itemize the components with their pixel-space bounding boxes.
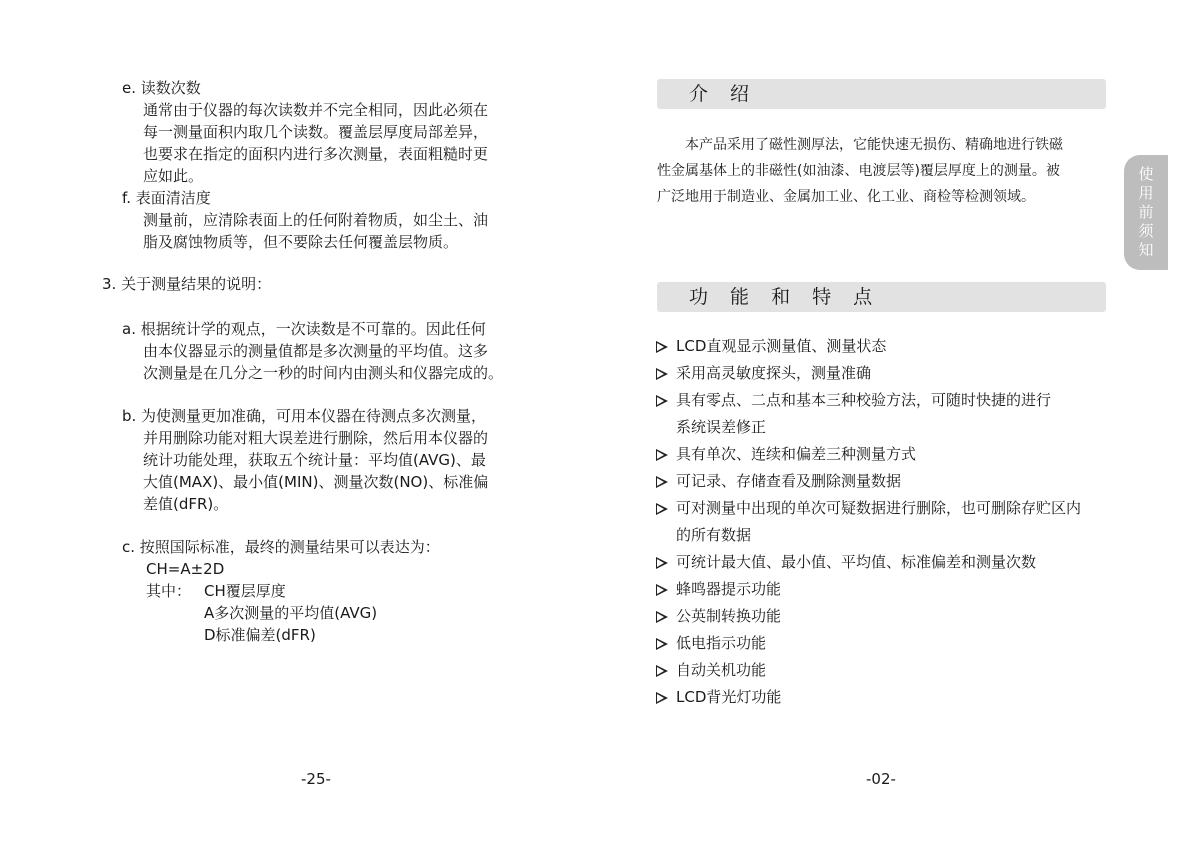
item-e-line: 通常由于仪器的每次读数并不完全相同，因此必须在	[143, 101, 489, 119]
arrow-bullet-icon	[656, 638, 668, 650]
item-e-line: 也要求在指定的面积内进行多次测量，表面粗糙时更	[143, 145, 489, 163]
feature-item	[655, 387, 1081, 414]
arrow-bullet-icon	[656, 611, 668, 623]
arrow-bullet-icon	[656, 341, 668, 353]
feature-item	[655, 549, 1081, 576]
arrow-bullet-icon	[656, 692, 668, 704]
side-tab-char: 使	[1138, 165, 1154, 183]
feature-text: LCD直观显示测量值、测量状态	[676, 337, 887, 355]
page-number-right: -02-	[866, 770, 896, 788]
intro-line: 广泛地用于制造业、金属加工业、化工业、商检等检测领域。	[657, 189, 1035, 205]
arrow-bullet-icon	[656, 449, 668, 461]
feature-text: 可对测量中出现的单次可疑数据进行删除，也可删除存贮区内	[676, 499, 1082, 517]
arrow-bullet-icon	[656, 368, 668, 380]
definition-d: D标准偏差(dFR)	[204, 626, 316, 644]
feature-item-continuation	[655, 522, 1081, 549]
intro-line: 本产品采用了磁性测厚法，它能快速无损伤、精确地进行铁磁	[685, 137, 1063, 153]
item-b-line: 大值(MAX)、最小值(MIN)、测量次数(NO)、标准偏	[143, 473, 489, 491]
right-page	[600, 0, 1199, 845]
arrow-bullet-icon	[656, 503, 668, 515]
side-tab-char: 前	[1138, 203, 1154, 221]
item-f-heading: f. 表面清洁度	[122, 189, 211, 207]
features-heading: 功 能 和 特 点	[657, 282, 1106, 312]
item-a-body	[143, 340, 503, 384]
item-a-first-line: a. 根据统计学的观点，一次读数是不可靠的。因此任何	[122, 320, 486, 338]
feature-text: 低电指示功能	[676, 634, 767, 652]
feature-item	[655, 603, 1081, 630]
item-e-line: 应如此。	[143, 167, 204, 185]
feature-text: LCD背光灯功能	[676, 688, 782, 706]
side-tab-char: 知	[1138, 241, 1154, 259]
feature-text: 蜂鸣器提示功能	[676, 580, 782, 598]
feature-item	[655, 468, 1081, 495]
side-tab-char: 用	[1138, 184, 1154, 202]
item-b-line: 统计功能处理，获取五个统计量：平均值(AVG)、最	[143, 451, 486, 469]
feature-item	[655, 657, 1081, 684]
intro-heading: 介 绍	[657, 79, 1106, 109]
feature-text: 可统计最大值、最小值、平均值、标准偏差和测量次数	[676, 553, 1037, 571]
definition-a: A多次测量的平均值(AVG)	[204, 604, 378, 622]
feature-text: 具有零点、二点和基本三种校验方法，可随时快捷的进行	[676, 391, 1052, 409]
feature-item	[655, 576, 1081, 603]
item-b-line: 差值(dFR)。	[143, 495, 229, 513]
where-label: 其中：	[146, 582, 192, 600]
feature-item	[655, 630, 1081, 657]
item-f-line: 测量前，应清除表面上的任何附着物质，如尘土、油	[143, 211, 489, 229]
feature-text: 公英制转换功能	[676, 607, 782, 625]
feature-text: 系统误差修正	[676, 418, 767, 436]
item-b-body	[143, 427, 488, 515]
feature-item	[655, 360, 1081, 387]
page-number-left: -25-	[301, 770, 331, 788]
section-3-heading: 3. 关于测量结果的说明：	[102, 275, 272, 293]
feature-text: 的所有数据	[676, 526, 752, 544]
features-list	[655, 333, 1081, 711]
arrow-bullet-icon	[656, 665, 668, 677]
feature-text: 具有单次、连续和偏差三种测量方式	[676, 445, 917, 463]
feature-item	[655, 684, 1081, 711]
arrow-bullet-icon	[656, 557, 668, 569]
formula: CH=A±2D	[146, 560, 225, 578]
item-a-line: 次测量是在几分之一秒的时间内由测头和仪器完成的。	[143, 364, 504, 382]
item-b-first-line: b. 为使测量更加准确，可用本仪器在待测点多次测量，	[122, 407, 487, 425]
intro-paragraph	[657, 132, 1127, 210]
arrow-bullet-icon	[656, 584, 668, 596]
item-e-line: 每一测量面积内取几个读数。覆盖层厚度局部差异，	[143, 123, 489, 141]
item-f-line: 脂及腐蚀物质等，但不要除去任何覆盖层物质。	[143, 233, 459, 251]
intro-line: 性金属基体上的非磁性(如油漆、电渡层等)覆层厚度上的测量。被	[657, 163, 1060, 179]
item-b-line: 并用删除功能对粗大误差进行删除，然后用本仪器的	[143, 429, 489, 447]
item-e-body	[143, 99, 488, 187]
feature-text: 可记录、存储查看及删除测量数据	[676, 472, 902, 490]
feature-text: 自动关机功能	[676, 661, 767, 679]
item-c-heading: c. 按照国际标准，最终的测量结果可以表达为：	[122, 538, 440, 556]
arrow-bullet-icon	[656, 395, 668, 407]
item-e-heading: e. 读数次数	[122, 79, 201, 97]
item-a-line: 由本仪器显示的测量值都是多次测量的平均值。这多	[143, 342, 489, 360]
formula-definitions	[204, 580, 377, 646]
item-f-body	[143, 209, 488, 253]
arrow-bullet-icon	[656, 476, 668, 488]
side-tab-char: 须	[1138, 222, 1154, 240]
feature-item	[655, 441, 1081, 468]
feature-item	[655, 495, 1081, 522]
feature-text: 采用高灵敏度探头，测量准确	[676, 364, 872, 382]
feature-item-continuation	[655, 414, 1081, 441]
section-side-tab[interactable]	[1124, 155, 1168, 270]
feature-item	[655, 333, 1081, 360]
definition-ch: CH覆层厚度	[204, 582, 286, 600]
